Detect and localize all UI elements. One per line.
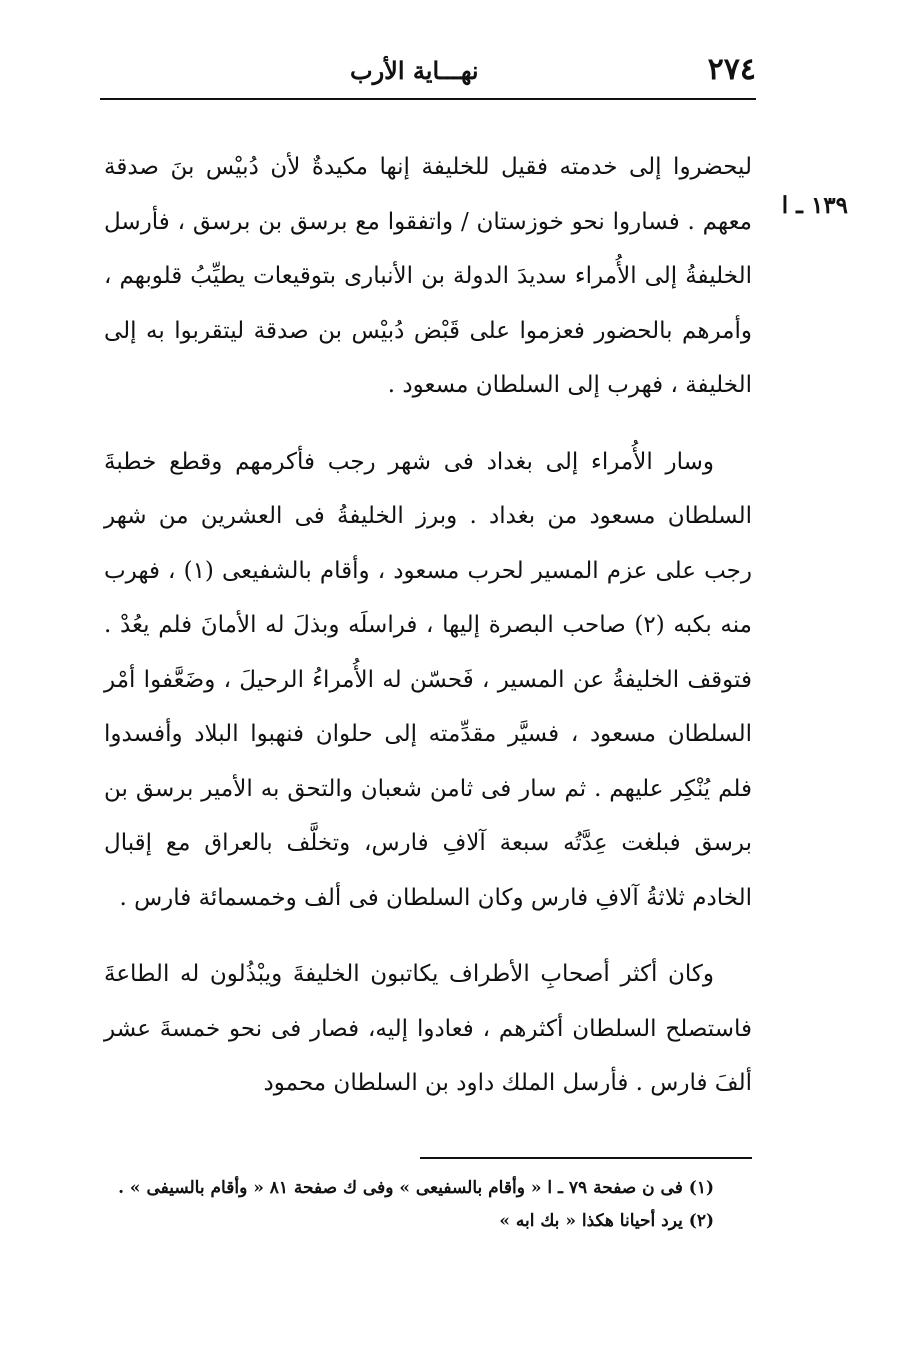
- body-text: [104, 140, 752, 1111]
- running-header: [100, 52, 756, 92]
- paragraph-1: ليحضروا إلى خدمته فقيل للخليفة إنها مكيدةٌ لأن دُبيْس بنَ صدقة معهم . فساروا نحو خوزستان / واتفقوا مع برسق بن برسق ، فأرسل الخليفةُ إلى الأُمراء سديدَ الدولة بن الأنبارى بتوقيعات يطيِّبُ قلوبهم ، وأمرهم بالحضور فعزموا على قَبْض دُبيْس بن صدقة ليتقربوا به إلى الخليفة ، فهرب إلى السلطان مسعود .: [104, 154, 752, 398]
- paragraph-2: وسار الأُمراء إلى بغداد فى شهر رجب فأكرمهم وقطع خطبةَ السلطان مسعود من بغداد . وبرز الخليفةُ فى العشرين من شهر رجب على عزم المسير لحرب مسعود ، وأقام بالشفيعى (١) ، فهرب منه بكبه (٢) صاحب البصرة إليها ، فراسلَه وبذلَ له الأمانَ فلم يعُدْ . فتوقف الخليفةُ عن المسير ، فَحسّن له الأُمراءُ الرحيلَ ، وضَعَّفوا أمْر السلطان مسعود ، فسيَّر مقدِّمته إلى حلوان فنهبوا البلاد وأفسدوا فلم يُنْكِر عليهم . ثم سار فى ثامن شعبان والتحق به الأمير برسق بن برسق فبلغت عِدَّتُه سبعة آلافِ فارس، وتخلَّف بالعراق مع إقبال الخادم ثلاثةُ آلافِ فارس وكان السلطان فى ألف وخمسمائة فارس .: [104, 448, 753, 911]
- page-number: ٢٧٤: [707, 52, 756, 87]
- margin-folio-reference: ١٣٩ ـ ا: [781, 192, 848, 219]
- footnote-1: (١) فى ن صفحة ٧٩ ـ ا « وأقام بالسفيعى » وفى ك صفحة ٨١ « وأقام بالسيفى » .: [118, 1178, 714, 1198]
- footnote-2: (٢) يرد أحيانا هكذا « بك ابه »: [499, 1211, 714, 1231]
- header-divider: [100, 98, 756, 100]
- footnotes: [104, 1172, 714, 1238]
- running-title: نهـــاية الأرب: [350, 56, 479, 85]
- footnote-divider: [420, 1157, 752, 1159]
- paragraph-3: وكان أكثر أصحابِ الأطراف يكاتبون الخليفةَ ويبْذُلون له الطاعةَ فاستصلح السلطان أكثرهم ، فعادوا إليه، فصار فى نحو خمسةَ عشر ألفَ فارس . فأرسل الملك داود بن السلطان محمود: [104, 961, 752, 1096]
